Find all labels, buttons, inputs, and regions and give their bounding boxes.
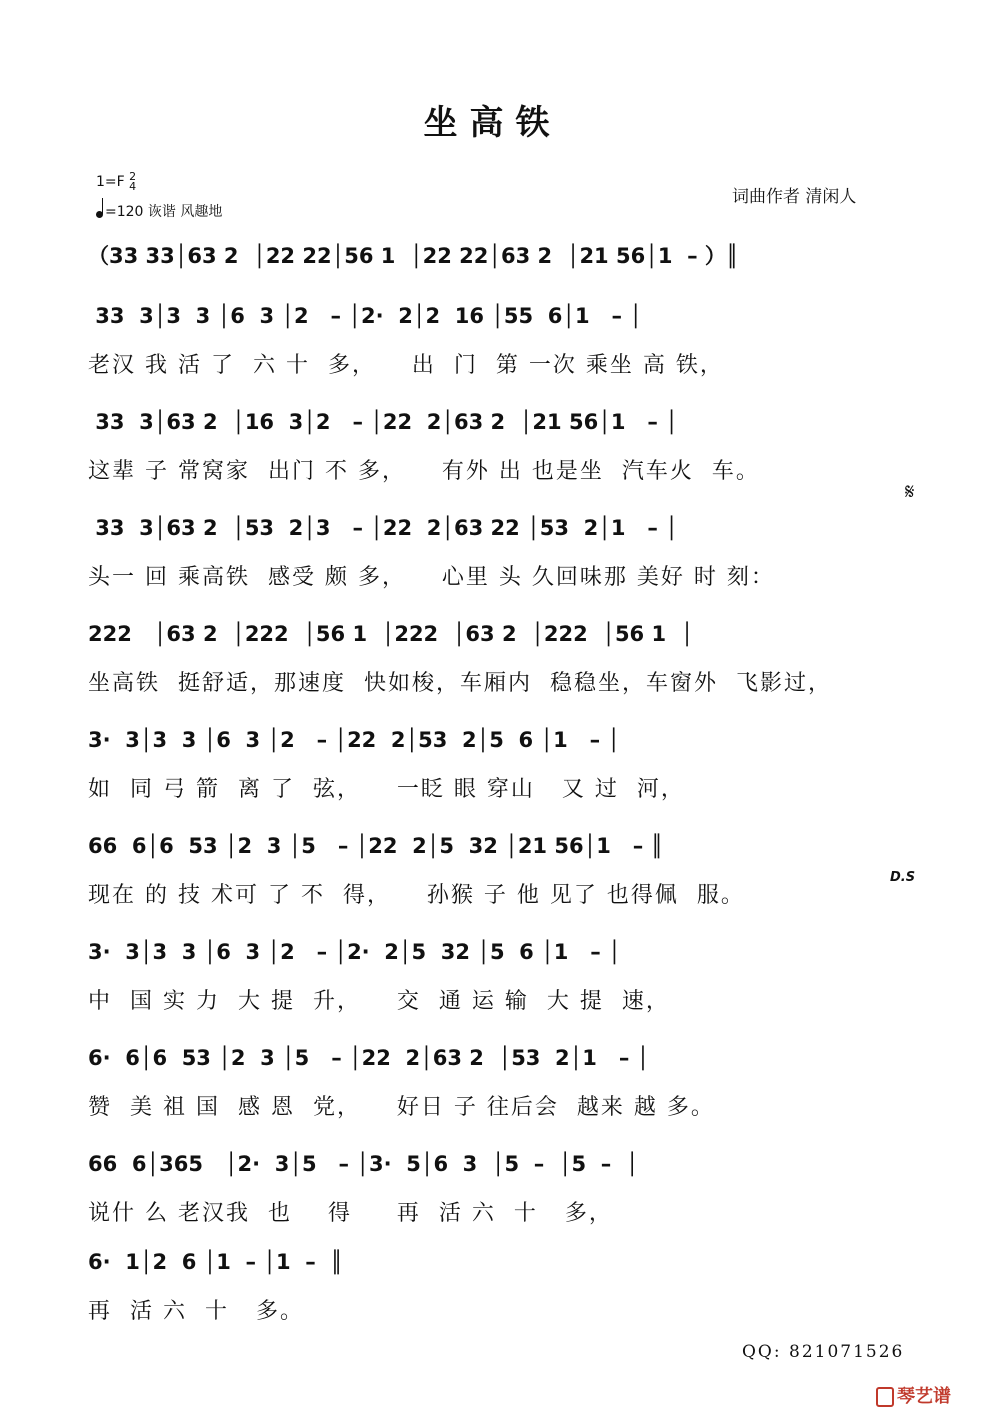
notes: 3· 3│3 3 │6 3 │2 – │22 2│53 2│5 6 │1 – │ xyxy=(88,728,621,752)
tempo-marking xyxy=(96,201,222,221)
score-row-ending xyxy=(88,1250,928,1330)
lyrics: 老汉 我 活 了 六 十 多， 出 门 第 一次 乘坐 高 铁， xyxy=(88,353,724,378)
logo-text: 琴艺谱 xyxy=(897,1386,951,1407)
lyrics: 说什 么 老汉我 也 得 再 活 六 十 多， xyxy=(88,1201,613,1226)
score-row xyxy=(88,410,928,490)
lyrics: 坐高铁 挺舒适，那速度 快如梭，车厢内 稳稳坐，车窗外 飞影过， xyxy=(88,671,832,696)
notes: 6· 6│6 53 │2 3 │5 – │22 2│63 2 │53 2│1 – │ xyxy=(88,1046,650,1070)
notes: 66 6│6 53 │2 3 │5 – │22 2│5 32 │21 56│1 – ║ xyxy=(88,834,664,858)
dal-segno-mark: D.S xyxy=(890,870,916,885)
notes: 33 3│3 3 │6 3 │2 – │2· 2│2 16 │55 6│1 – │ xyxy=(88,304,642,328)
score-row xyxy=(88,304,928,384)
lyrics: 这辈 子 常窝家 出门 不 多， 有外 出 也是坐 汽车火 车。 xyxy=(88,459,760,484)
score-row xyxy=(88,622,928,702)
tempo-text: =120 诙谐 风趣地 xyxy=(105,204,223,220)
key-signature xyxy=(96,172,136,192)
time-signature xyxy=(129,172,136,192)
logo-icon xyxy=(876,1387,894,1407)
lyrics: 再 活 六 十 多。 xyxy=(88,1299,304,1324)
lyrics: 头一 回 乘高铁 感受 颇 多， 心里 头 久回味那 美好 时 刻： xyxy=(88,565,775,590)
score-row xyxy=(88,940,928,1020)
score-row xyxy=(88,1046,928,1126)
lyrics: 如 同 弓 箭 离 了 弦， 一眨 眼 穿山 又 过 河， xyxy=(88,777,685,802)
notes: 6· 1│2 6 │1 – │1 – ║ xyxy=(88,1250,343,1274)
lyrics: 中 国 实 力 大 提 升， 交 通 运 输 大 提 速， xyxy=(88,989,670,1014)
segno-icon: 𝄋 xyxy=(905,480,915,505)
time-top: 2 xyxy=(129,170,137,183)
song-title: 坐高铁 xyxy=(423,103,562,143)
qq-contact: QQ: 821071526 xyxy=(742,1342,905,1362)
notes: 3· 3│3 3 │6 3 │2 – │2· 2│5 32 │5 6 │1 – │ xyxy=(88,940,621,964)
score-row xyxy=(88,834,928,914)
author-credit: 词曲作者 清闲人 xyxy=(732,187,857,207)
notes: （33 33│63 2 │22 22│56 1 │22 22│63 2 │21 56│1 – ）║ xyxy=(88,244,739,268)
notes: 33 3│63 2 │53 2│3 – │22 2│63 22 │53 2│1 – │ xyxy=(88,516,678,540)
lyrics: 现在 的 技 术可 了 不 得， 孙猴 子 他 见了 也得佩 服。 xyxy=(88,883,745,908)
notes: 66 6│365 │2· 3│5 – │3· 5│6 3 │5 – │5 – │ xyxy=(88,1152,639,1176)
key-label: 1=F xyxy=(96,174,125,190)
score-row xyxy=(88,1152,928,1232)
notes: 222 │63 2 │222 │56 1 │222 │63 2 │222 │56 1 │ xyxy=(88,622,694,646)
quarter-note-icon xyxy=(96,211,103,218)
time-bottom: 4 xyxy=(129,180,137,193)
lyrics: 赞 美 祖 国 感 恩 党， 好日 子 往后会 越来 越 多。 xyxy=(88,1095,715,1120)
score-row xyxy=(88,728,928,808)
notes: 33 3│63 2 │16 3│2 – │22 2│63 2 │21 56│1 – │ xyxy=(88,410,678,434)
site-logo xyxy=(876,1382,951,1408)
score-row xyxy=(88,516,928,596)
